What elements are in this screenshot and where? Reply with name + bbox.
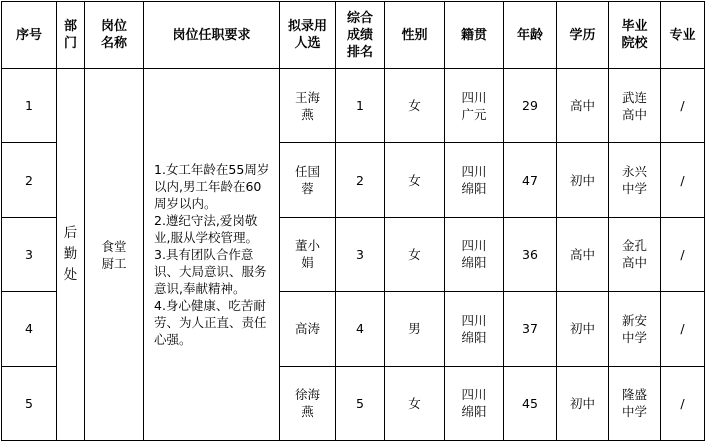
header-education: 学历 — [557, 2, 609, 69]
cell-school: 永兴中学 — [609, 143, 661, 217]
cell-seq: 4 — [2, 292, 57, 366]
header-gender: 性别 — [385, 2, 445, 69]
cell-gender: 女 — [385, 366, 445, 441]
header-major: 专业 — [661, 2, 705, 69]
cell-seq: 5 — [2, 366, 57, 441]
cell-age: 36 — [504, 217, 557, 291]
header-dept: 部门 — [57, 2, 85, 69]
cell-school: 武连高中 — [609, 69, 661, 143]
cell-gender: 女 — [385, 143, 445, 217]
cell-education: 高中 — [557, 69, 609, 143]
cell-major: / — [661, 366, 705, 441]
requirement-2: 2.遵纪守法,爱岗敬业,服从学校管理。 — [154, 213, 258, 245]
cell-major: / — [661, 292, 705, 366]
header-school: 毕业院校 — [609, 2, 661, 69]
cell-gender: 女 — [385, 69, 445, 143]
cell-native: 四川广元 — [445, 69, 504, 143]
cell-education: 高中 — [557, 217, 609, 291]
requirement-4: 4.身心健康、吃苦耐劳、为人正直、责任心强。 — [154, 298, 267, 347]
cell-rank: 1 — [336, 69, 385, 143]
cell-education: 初中 — [557, 366, 609, 441]
cell-requirements — [144, 69, 280, 441]
cell-school: 金孔高中 — [609, 217, 661, 291]
cell-age: 45 — [504, 366, 557, 441]
cell-dept: 后勤处 — [57, 69, 85, 441]
cell-name: 徐海燕 — [280, 366, 336, 441]
candidate-table — [1, 1, 705, 441]
cell-age: 29 — [504, 69, 557, 143]
cell-age: 47 — [504, 143, 557, 217]
cell-rank: 5 — [336, 366, 385, 441]
cell-seq: 2 — [2, 143, 57, 217]
cell-native: 四川绵阳 — [445, 366, 504, 441]
cell-rank: 4 — [336, 292, 385, 366]
cell-major: / — [661, 217, 705, 291]
header-seq: 序号 — [2, 2, 57, 69]
cell-name: 任国蓉 — [280, 143, 336, 217]
requirement-1: 1.女工年龄在55周岁以内,男工年龄在60周岁以内。 — [154, 162, 270, 211]
header-rank: 综合成绩排名 — [336, 2, 385, 69]
cell-native: 四川绵阳 — [445, 217, 504, 291]
cell-gender: 女 — [385, 217, 445, 291]
cell-seq: 3 — [2, 217, 57, 291]
header-candidate: 拟录用人选 — [280, 2, 336, 69]
header-age: 年龄 — [504, 2, 557, 69]
cell-age: 37 — [504, 292, 557, 366]
header-post: 岗位名称 — [85, 2, 144, 69]
cell-rank: 3 — [336, 217, 385, 291]
cell-education: 初中 — [557, 143, 609, 217]
cell-native: 四川绵阳 — [445, 143, 504, 217]
cell-major: / — [661, 69, 705, 143]
header-row — [2, 2, 705, 69]
cell-post: 食堂厨工 — [85, 69, 144, 441]
cell-seq: 1 — [2, 69, 57, 143]
cell-rank: 2 — [336, 143, 385, 217]
cell-name: 董小娟 — [280, 217, 336, 291]
header-requirements: 岗位任职要求 — [144, 2, 280, 69]
cell-name: 王海燕 — [280, 69, 336, 143]
cell-school: 新安中学 — [609, 292, 661, 366]
cell-major: / — [661, 143, 705, 217]
requirement-3: 3.具有团队合作意识、大局意识、服务意识,奉献精神。 — [154, 247, 267, 296]
header-native: 籍贯 — [445, 2, 504, 69]
table-row — [2, 69, 705, 143]
cell-school: 隆盛中学 — [609, 366, 661, 441]
cell-gender: 男 — [385, 292, 445, 366]
cell-native: 四川绵阳 — [445, 292, 504, 366]
cell-name: 高涛 — [280, 292, 336, 366]
cell-education: 初中 — [557, 292, 609, 366]
